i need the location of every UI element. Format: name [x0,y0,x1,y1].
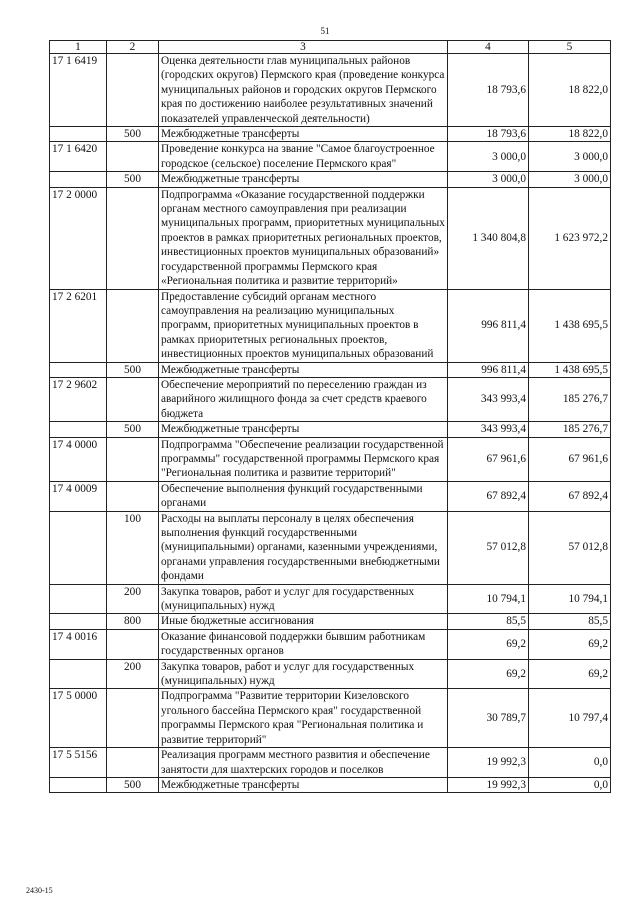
value-col4-cell: 30 789,7 [448,689,529,748]
value-col5-cell: 18 822,0 [529,127,611,142]
value-col4-cell: 19 992,3 [448,748,529,778]
name-cell: Межбюджетные трансферты [159,422,448,437]
code-cell [50,584,107,614]
value-col5-cell: 67 961,6 [529,437,611,481]
value-col5-cell: 10 797,4 [529,689,611,748]
type-cell: 500 [107,777,159,792]
type-cell [107,377,159,421]
value-col4-cell: 67 961,6 [448,437,529,481]
value-col4-cell: 996 811,4 [448,289,529,362]
name-cell: Реализация программ местного развития и обеспечение занятости для шахтерских городов и поселков [159,748,448,778]
table-row [50,142,611,172]
table-row [50,127,611,142]
table-row [50,422,611,437]
name-cell: Иные бюджетные ассигнования [159,614,448,629]
value-col5-cell: 0,0 [529,777,611,792]
code-cell [50,172,107,187]
header-cell: 5 [529,41,611,54]
type-cell [107,142,159,172]
table-row [50,584,611,614]
value-col5-cell: 1 438 695,5 [529,362,611,377]
header-cell: 1 [50,41,107,54]
header-cell: 4 [448,41,529,54]
value-col5-cell: 185 276,7 [529,422,611,437]
table-row [50,481,611,511]
table-row [50,614,611,629]
name-cell: Межбюджетные трансферты [159,172,448,187]
type-cell: 500 [107,422,159,437]
table-row [50,187,611,289]
value-col4-cell: 85,5 [448,614,529,629]
code-cell: 17 2 6201 [50,289,107,362]
type-cell [107,187,159,289]
value-col4-cell: 10 794,1 [448,584,529,614]
code-cell [50,362,107,377]
code-cell: 17 2 9602 [50,377,107,421]
value-col5-cell: 67 892,4 [529,481,611,511]
type-cell: 500 [107,127,159,142]
name-cell: Оценка деятельности глав муниципальных районов (городских округов) Пермского края (проведение конкурса муниципальных районов и городских округов Пермского края по достижению наиболее результативных значений показателей управленческой деятельности) [159,54,448,127]
table-row [50,289,611,362]
table-row [50,629,611,659]
code-cell: 17 4 0000 [50,437,107,481]
value-col4-cell: 3 000,0 [448,172,529,187]
value-col4-cell: 19 992,3 [448,777,529,792]
name-cell: Межбюджетные трансферты [159,127,448,142]
header-cell: 3 [159,41,448,54]
name-cell: Обеспечение мероприятий по переселению граждан из аварийного жилищного фонда за счет средств краевого бюджета [159,377,448,421]
name-cell: Оказание финансовой поддержки бывшим работникам государственных органов [159,629,448,659]
code-cell: 17 5 0000 [50,689,107,748]
value-col5-cell: 10 794,1 [529,584,611,614]
value-col5-cell: 57 012,8 [529,511,611,584]
type-cell [107,748,159,778]
value-col5-cell: 69,2 [529,629,611,659]
name-cell: Предоставление субсидий органам местного самоуправления на реализацию муниципальных программ, приоритетных муниципальных проектов в рамках приоритетных региональных проектов, инвестиционных проектов муниципальных образований [159,289,448,362]
table-row [50,172,611,187]
table-row [50,689,611,748]
type-cell [107,289,159,362]
name-cell: Закупка товаров, работ и услуг для государственных (муниципальных) нужд [159,659,448,689]
code-cell: 17 5 5156 [50,748,107,778]
table-row [50,437,611,481]
type-cell: 100 [107,511,159,584]
name-cell: Подпрограмма "Обеспечение реализации государственной программы" государственной программы Пермского края "Региональная политика и развитие территорий" [159,437,448,481]
type-cell: 200 [107,584,159,614]
table-row [50,362,611,377]
name-cell: Подпрограмма "Развитие территории Кизеловского угольного бассейна Пермского края" государственной программы Пермского края "Региональная политика и развитие территорий" [159,689,448,748]
type-cell [107,689,159,748]
code-cell [50,511,107,584]
header-row [50,41,611,54]
table-row [50,748,611,778]
value-col4-cell: 3 000,0 [448,142,529,172]
value-col5-cell: 1 623 972,2 [529,187,611,289]
name-cell: Проведение конкурса на звание "Самое благоустроенное городское (сельское) поселение Пермского края" [159,142,448,172]
footer-code: 2430-15 [26,886,53,895]
table-row [50,54,611,127]
code-cell [50,422,107,437]
code-cell: 17 1 6419 [50,54,107,127]
code-cell: 17 4 0016 [50,629,107,659]
value-col5-cell: 3 000,0 [529,142,611,172]
code-cell [50,127,107,142]
table-row [50,777,611,792]
value-col4-cell: 57 012,8 [448,511,529,584]
type-cell [107,54,159,127]
value-col5-cell: 185 276,7 [529,377,611,421]
name-cell: Расходы на выплаты персоналу в целях обеспечения выполнения функций государственными (муниципальными) органами, казенными учреждениями, органами управления государственными внебюджетными фондами [159,511,448,584]
table-row [50,511,611,584]
page-number: 51 [320,26,330,36]
value-col4-cell: 1 340 804,8 [448,187,529,289]
value-col5-cell: 18 822,0 [529,54,611,127]
type-cell: 500 [107,172,159,187]
value-col5-cell: 0,0 [529,748,611,778]
type-cell: 500 [107,362,159,377]
value-col5-cell: 3 000,0 [529,172,611,187]
table-row [50,659,611,689]
type-cell [107,629,159,659]
value-col4-cell: 343 993,4 [448,377,529,421]
code-cell [50,659,107,689]
value-col4-cell: 69,2 [448,659,529,689]
type-cell: 200 [107,659,159,689]
value-col4-cell: 343 993,4 [448,422,529,437]
code-cell: 17 1 6420 [50,142,107,172]
type-cell [107,481,159,511]
table-row [50,377,611,421]
value-col5-cell: 69,2 [529,659,611,689]
name-cell: Подпрограмма «Оказание государственной поддержки органам местного самоуправления при реализации муниципальных программ, приоритетных муниципальных проектов в рамках приоритетных региональных проектов, инвестиционных проектов муниципальных образований» государственной программы Пермского края «Региональная политика и развитие территорий» [159,187,448,289]
code-cell: 17 2 0000 [50,187,107,289]
value-col4-cell: 18 793,6 [448,127,529,142]
type-cell: 800 [107,614,159,629]
name-cell: Межбюджетные трансферты [159,362,448,377]
type-cell [107,437,159,481]
value-col4-cell: 18 793,6 [448,54,529,127]
value-col4-cell: 67 892,4 [448,481,529,511]
name-cell: Закупка товаров, работ и услуг для государственных (муниципальных) нужд [159,584,448,614]
code-cell: 17 4 0009 [50,481,107,511]
header-cell: 2 [107,41,159,54]
value-col4-cell: 69,2 [448,629,529,659]
value-col4-cell: 996 811,4 [448,362,529,377]
name-cell: Обеспечение выполнения функций государственными органами [159,481,448,511]
code-cell [50,777,107,792]
value-col5-cell: 85,5 [529,614,611,629]
code-cell [50,614,107,629]
budget-table [49,40,611,793]
value-col5-cell: 1 438 695,5 [529,289,611,362]
name-cell: Межбюджетные трансферты [159,777,448,792]
